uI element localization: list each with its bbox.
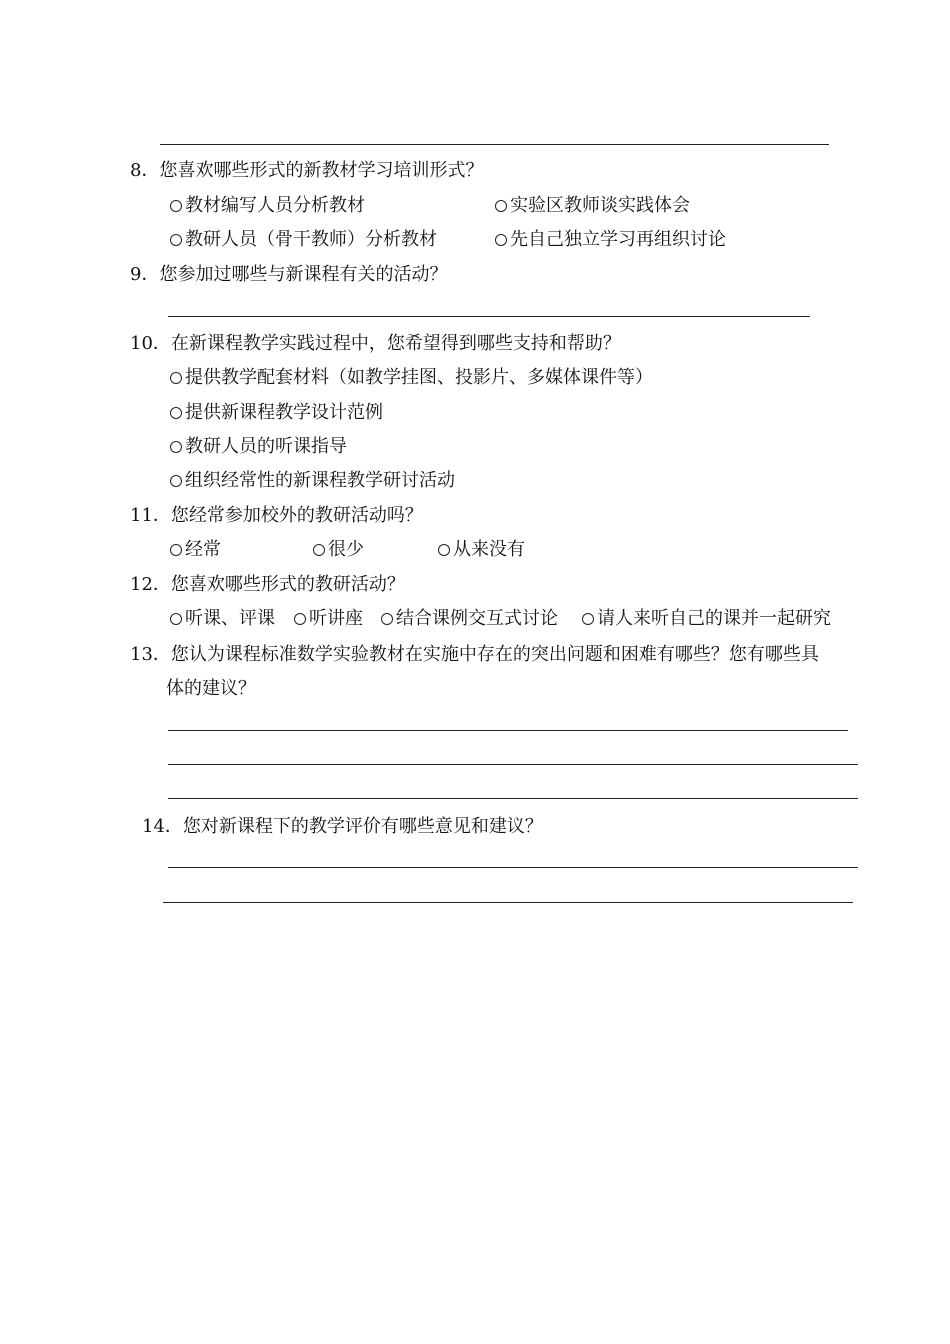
question-9: 9．您参加过哪些与新课程有关的活动？ bbox=[130, 264, 448, 285]
question-13-line-1: 13．您认为课程标准数学实验教材在实施中存在的突出问题和困难有哪些？您有哪些具 bbox=[130, 644, 819, 665]
q11-option-2[interactable]: 很少 bbox=[313, 538, 364, 562]
radio-circle-icon[interactable] bbox=[170, 613, 182, 625]
radio-circle-icon[interactable] bbox=[495, 234, 507, 246]
q14-answer-line-2[interactable] bbox=[163, 902, 853, 903]
radio-circle-icon[interactable] bbox=[438, 544, 450, 556]
radio-circle-icon[interactable] bbox=[170, 234, 182, 246]
q10-option-3[interactable]: 教研人员的听课指导 bbox=[170, 435, 347, 459]
radio-circle-icon[interactable] bbox=[313, 544, 325, 556]
question-8: 8．您喜欢哪些形式的新教材学习培训形式？ bbox=[130, 160, 484, 181]
q12-option-1[interactable]: 听课、评课 bbox=[170, 607, 275, 631]
q13-answer-line-3[interactable] bbox=[168, 798, 858, 799]
question-12: 12．您喜欢哪些形式的教研活动？ bbox=[130, 574, 405, 595]
q8-option-3[interactable]: 教研人员（骨干教师）分析教材 bbox=[170, 228, 437, 252]
radio-circle-icon[interactable] bbox=[170, 475, 182, 487]
question-10: 10．在新课程教学实践过程中，您希望得到哪些支持和帮助？ bbox=[130, 333, 621, 354]
q10-option-2[interactable]: 提供新课程教学设计范例 bbox=[170, 401, 383, 425]
radio-circle-icon[interactable] bbox=[170, 544, 182, 556]
radio-circle-icon[interactable] bbox=[170, 441, 182, 453]
answer-line[interactable] bbox=[160, 144, 829, 145]
radio-circle-icon[interactable] bbox=[294, 613, 306, 625]
q11-option-1[interactable]: 经常 bbox=[170, 538, 221, 562]
q10-option-1[interactable]: 提供教学配套材料（如教学挂图、投影片、多媒体课件等） bbox=[170, 366, 653, 390]
q9-answer-line[interactable] bbox=[168, 316, 810, 317]
q13-answer-line-2[interactable] bbox=[168, 764, 858, 765]
q12-option-3[interactable]: 结合课例交互式讨论 bbox=[381, 607, 558, 631]
question-13-line-2: 体的建议？ bbox=[166, 678, 256, 699]
radio-circle-icon[interactable] bbox=[170, 407, 182, 419]
q14-answer-line-1[interactable] bbox=[168, 867, 858, 868]
radio-circle-icon[interactable] bbox=[495, 200, 507, 212]
q11-option-3[interactable]: 从来没有 bbox=[438, 538, 525, 562]
q12-option-2[interactable]: 听讲座 bbox=[294, 607, 363, 631]
radio-circle-icon[interactable] bbox=[170, 372, 182, 384]
q13-answer-line-1[interactable] bbox=[168, 730, 848, 731]
q12-option-4[interactable]: 请人来听自己的课并一起研究 bbox=[582, 607, 831, 631]
radio-circle-icon[interactable] bbox=[381, 613, 393, 625]
q10-option-4[interactable]: 组织经常性的新课程教学研讨活动 bbox=[170, 469, 455, 493]
q8-option-1[interactable]: 教材编写人员分析教材 bbox=[170, 194, 365, 218]
radio-circle-icon[interactable] bbox=[170, 200, 182, 212]
question-11: 11．您经常参加校外的教研活动吗？ bbox=[130, 505, 423, 526]
q8-option-4[interactable]: 先自己独立学习再组织讨论 bbox=[495, 228, 726, 252]
question-14: 14．您对新课程下的教学评价有哪些意见和建议？ bbox=[142, 816, 543, 837]
radio-circle-icon[interactable] bbox=[582, 613, 594, 625]
q8-option-2[interactable]: 实验区教师谈实践体会 bbox=[495, 194, 690, 218]
